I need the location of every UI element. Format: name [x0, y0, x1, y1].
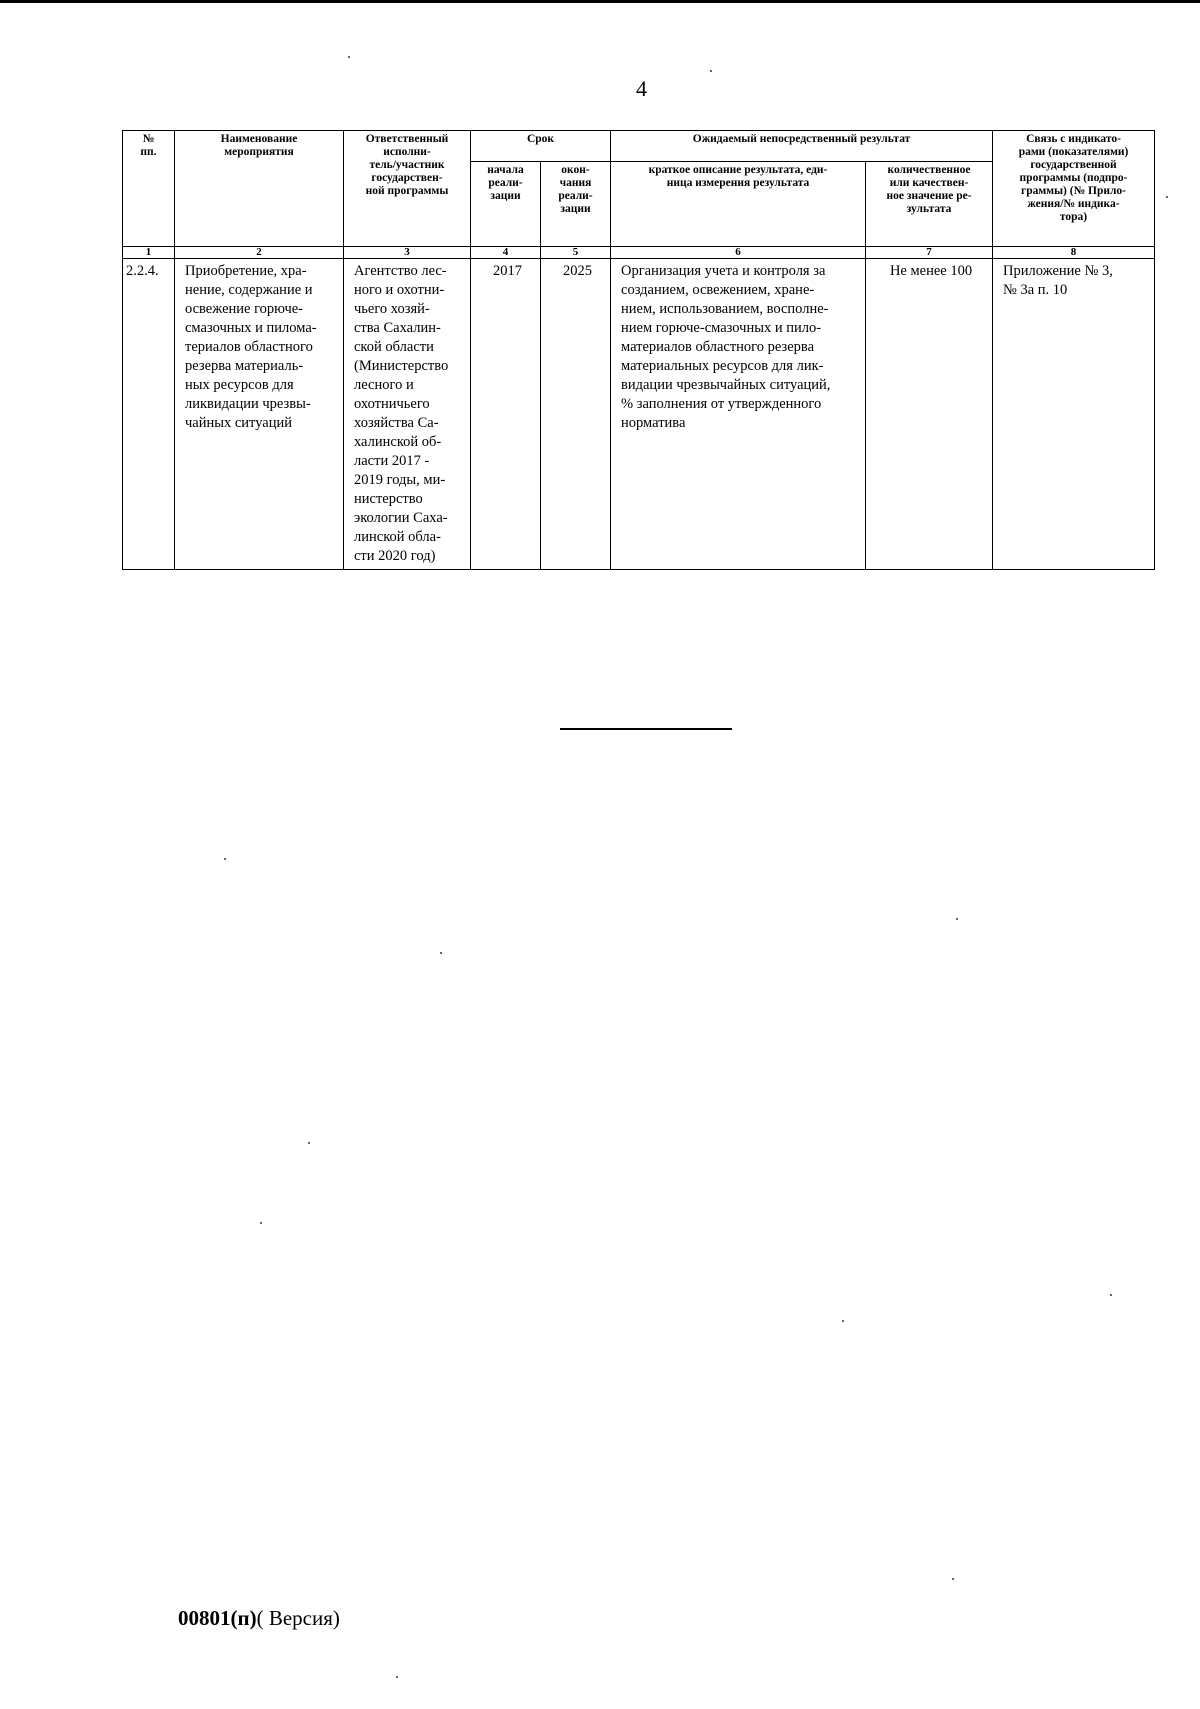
header-result-value: количественное или качествен- ное значение ре- зультата [866, 162, 993, 247]
cell-executor: Агентство лес- ного и охотни- чьего хозяй- ства Сахалин- ской области (Министерство лесного и охотничьего хозяйства Са- халинской об- ласти 2017 - 2019 годы, ми- нистерство экологии Саха- линской обла- сти 2020 год) [344, 259, 471, 570]
activities-table [122, 130, 1155, 570]
separator-line [560, 728, 732, 730]
table-row [123, 259, 1155, 570]
column-number: 4 [471, 247, 541, 259]
scan-speck [308, 1142, 310, 1144]
header-term: Срок [471, 131, 611, 162]
header-result: Ожидаемый непосредственный результат [611, 131, 993, 162]
cell-link: Приложение № 3, № 3а п. 10 [993, 259, 1155, 570]
header-executor: Ответственный исполни- тель/участник государствен- ной программы [344, 131, 471, 247]
column-number: 2 [175, 247, 344, 259]
header-term-end: окон- чания реали- зации [541, 162, 611, 247]
scan-speck [348, 56, 350, 58]
cell-name: Приобретение, хра- нение, содержание и освежение горюче- смазочных и пилома- териалов областного резерва материаль- ных ресурсов для ликвидации чрезвы- чайных ситуаций [175, 259, 344, 570]
column-number: 1 [123, 247, 175, 259]
footer-code-number: 00801(п) [178, 1606, 257, 1630]
column-numbers-row [123, 247, 1155, 259]
scan-speck [842, 1320, 844, 1322]
scan-speck [1166, 196, 1168, 198]
scan-speck [1110, 1294, 1112, 1296]
column-number: 8 [993, 247, 1155, 259]
cell-start: 2017 [471, 259, 541, 570]
column-number: 6 [611, 247, 866, 259]
footer-version: ( Версия) [256, 1606, 340, 1630]
cell-end: 2025 [541, 259, 611, 570]
page-number: 4 [636, 76, 647, 101]
header-result-desc: краткое описание результата, еди- ница измерения результата [611, 162, 866, 247]
footer-code [178, 1606, 340, 1631]
header-link: Связь с индикато- рами (показателями) государственной программы (подпро- граммы) (№ Прило- жения/№ индика- тора) [993, 131, 1155, 247]
column-number: 5 [541, 247, 611, 259]
scan-speck [956, 918, 958, 920]
cell-description: Организация учета и контроля за созданием, освежением, хране- нием, использованием, восполне- нием горюче-смазочных и пило- материалов областного резерва материальных ресурсов для лик- видации чрезвычайных ситуаций, % заполнения от утвержденного норматива [611, 259, 866, 570]
scan-speck [952, 1578, 954, 1580]
column-number: 3 [344, 247, 471, 259]
header-term-start: начала реали- зации [471, 162, 541, 247]
scan-speck [224, 858, 226, 860]
scan-speck [396, 1676, 398, 1678]
header-num: № пп. [123, 131, 175, 247]
header-name: Наименование мероприятия [175, 131, 344, 247]
scan-speck [710, 70, 712, 72]
top-border-line [0, 0, 1200, 3]
cell-num: 2.2.4. [123, 259, 175, 570]
header-row-1 [123, 131, 1155, 162]
cell-value: Не менее 100 [866, 259, 993, 570]
scan-speck [440, 952, 442, 954]
scan-speck [260, 1222, 262, 1224]
column-number: 7 [866, 247, 993, 259]
